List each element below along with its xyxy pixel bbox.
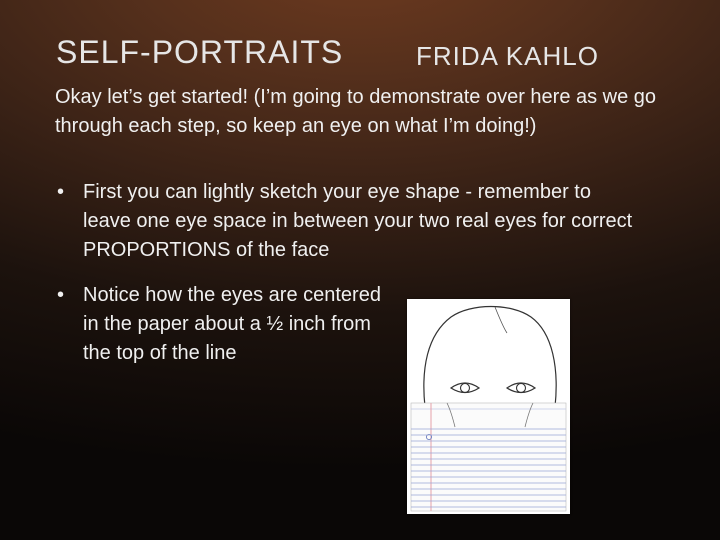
slide-title: SELF-PORTRAITS [56,34,344,70]
bullet-text: First you can lightly sketch your eye shape - remember to leave one eye space in between your two real eyes for correct PROPORTIONS of the face [83,181,633,261]
bullet-text: Notice how the eyes are centered in the paper about a ½ inch from the top of the line [83,284,381,364]
bullet-item [55,281,393,368]
slide-subtitle: FRIDA KAHLO [416,41,599,71]
face-sketch-image [407,299,570,514]
bullet-item [55,178,643,265]
intro-text: Okay let’s get started! (I’m going to demonstrate over here as we go through each step, so keep an eye on what I’m doing!) [55,86,657,137]
bullet-icon: • [57,284,65,306]
bullet-icon: • [57,181,65,203]
